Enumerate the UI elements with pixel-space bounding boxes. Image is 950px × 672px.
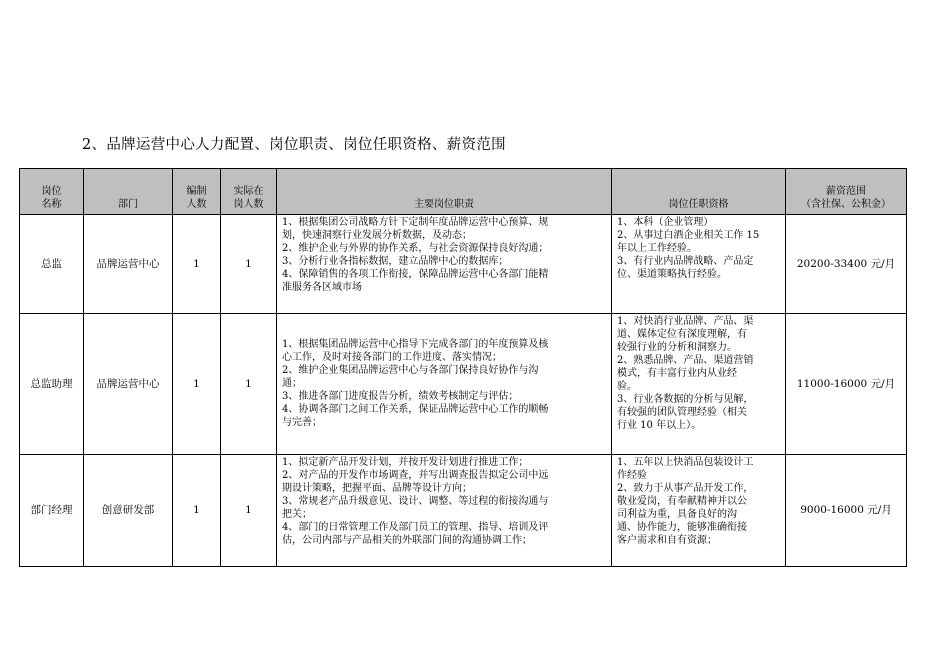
duties-cell: [277, 314, 612, 455]
position-cell: 总监助理: [20, 314, 84, 455]
table-row: [20, 455, 907, 567]
qualification-line: 年以上工作经验。: [617, 243, 697, 254]
qualifications-cell: [612, 314, 786, 455]
duties-cell: [277, 215, 612, 314]
header-cell-position: 岗位 名称: [20, 169, 84, 215]
duty-line: 3、推进各部门进度报告分析，绩效考核制定与评估；: [282, 391, 519, 402]
salary-cell: 11000-16000 元/月: [786, 314, 907, 455]
table-row: [20, 314, 907, 455]
header-cell-department: 部门: [84, 169, 173, 215]
duty-line: 2、维护企业与外界的协作关系，与社会资源保持良好沟通；: [282, 243, 549, 254]
duty-line: 4、协调各部门之间工作关系，保证品牌运营中心工作的顺畅: [282, 404, 549, 415]
qualification-line: 3、有行业内品牌战略、产品定: [617, 256, 754, 267]
qualification-line: 2、熟悉品牌、产品、渠道营销: [617, 355, 754, 366]
qualification-line: 司利益为重，具备良好的沟: [617, 509, 737, 520]
qualification-line: 2、致力于从事产品开发工作，: [617, 483, 754, 494]
salary-cell: 9000-16000 元/月: [786, 455, 907, 567]
actual-cell: 1: [221, 455, 277, 567]
duty-line: 划，快速洞察行业发展分析数据，及动态；: [282, 230, 472, 241]
duties-cell: [277, 455, 612, 567]
salary-cell: 20200-33400 元/月: [786, 215, 907, 314]
header-cell-duties: 主要岗位职责: [277, 169, 612, 215]
department-cell: 品牌运营中心: [84, 314, 173, 455]
duty-line: 把关；: [282, 509, 312, 520]
qualification-line: 道、媒体定位有深度理解，有: [617, 329, 747, 340]
qualification-line: 模式，有丰富行业内从业经: [617, 368, 737, 379]
table-header-row: [20, 169, 907, 215]
qualification-line: 有较强的团队管理经验（相关: [617, 407, 747, 418]
department-cell: 创意研发部: [84, 455, 173, 567]
qualification-line: 位、渠道策略执行经验。: [617, 269, 727, 280]
quota-cell: 1: [173, 314, 221, 455]
quota-cell: 1: [173, 455, 221, 567]
quota-cell: 1: [173, 215, 221, 314]
duty-line: 3、常规老产品升级意见、设计、调整、等过程的衔接沟通与: [282, 496, 549, 507]
header-cell-salary: 薪资范围 （含社保、公积金）: [786, 169, 907, 215]
qualification-line: 验。: [617, 381, 637, 392]
duty-line: 估，公司内部与产品相关的外联部门间的沟通协调工作；: [282, 535, 532, 546]
duty-line: 1、拟定新产品开发计划，并按开发计划进行推进工作；: [282, 457, 529, 468]
duty-line: 2、维护企业集团品牌运营中心与各部门保持良好协作与沟: [282, 365, 539, 376]
duty-line: 2、对产品的开发作市场调查，并写出调查报告拟定公司中远: [282, 470, 549, 481]
qualification-line: 作经验: [617, 470, 647, 481]
position-cell: 总监: [20, 215, 84, 314]
duty-line: 心工作，及时对接各部门的工作进度、落实情况；: [282, 352, 502, 363]
qualification-line: 敬业爱岗，有奉献精神并以公: [617, 496, 747, 507]
actual-cell: 1: [221, 314, 277, 455]
position-cell: 部门经理: [20, 455, 84, 567]
duty-line: 4、部门的日常管理工作及部门员工的管理、指导、培训及评: [282, 522, 549, 533]
duty-line: 1、根据集团公司战略方针下定制年度品牌运营中心预算、规: [282, 217, 549, 228]
table-row: [20, 215, 907, 314]
qualification-line: 2、从事过白酒企业相关工作 15: [617, 230, 760, 241]
duty-line: 通；: [282, 378, 302, 389]
duty-line: 准服务各区域市场: [282, 282, 362, 293]
staffing-table: [19, 168, 907, 567]
duty-line: 3、分析行业各指标数据，建立品牌中心的数据库；: [282, 256, 509, 267]
duty-line: 与完善；: [282, 417, 322, 428]
qualification-line: 1、五年以上快消品包装设计工: [617, 457, 754, 468]
qualification-line: 3、行业各数据的分析与见解，: [617, 394, 754, 405]
qualification-line: 较强行业的分析和洞察力。: [617, 342, 737, 353]
qualification-line: 行业 10 年以上）。: [617, 420, 702, 431]
qualifications-cell: [612, 455, 786, 567]
duty-line: 1、根据集团品牌运营中心指导下完成各部门的年度预算及核: [282, 339, 549, 350]
qualification-line: 客户需求和自有资源；: [617, 535, 717, 546]
header-cell-quota: 编制 人数: [173, 169, 221, 215]
header-cell-actual: 实际在 岗人数: [221, 169, 277, 215]
department-cell: 品牌运营中心: [84, 215, 173, 314]
duty-line: 期设计策略，把握平面、品牌等设计方向；: [282, 483, 472, 494]
qualification-line: 通、协作能力，能够准确衔接: [617, 522, 747, 533]
qualification-line: 1、本科（企业管理）: [617, 217, 714, 228]
page-heading: 2、品牌运营中心人力配置、岗位职责、岗位任职资格、薪资范围: [82, 137, 506, 153]
header-cell-qualifications: 岗位任职资格: [612, 169, 786, 215]
actual-cell: 1: [221, 215, 277, 314]
duty-line: 4、保障销售的各项工作衔接，保障品牌运营中心各部门能精: [282, 269, 549, 280]
qualification-line: 1、对快消行业品牌、产品、渠: [617, 316, 754, 327]
qualifications-cell: [612, 215, 786, 314]
